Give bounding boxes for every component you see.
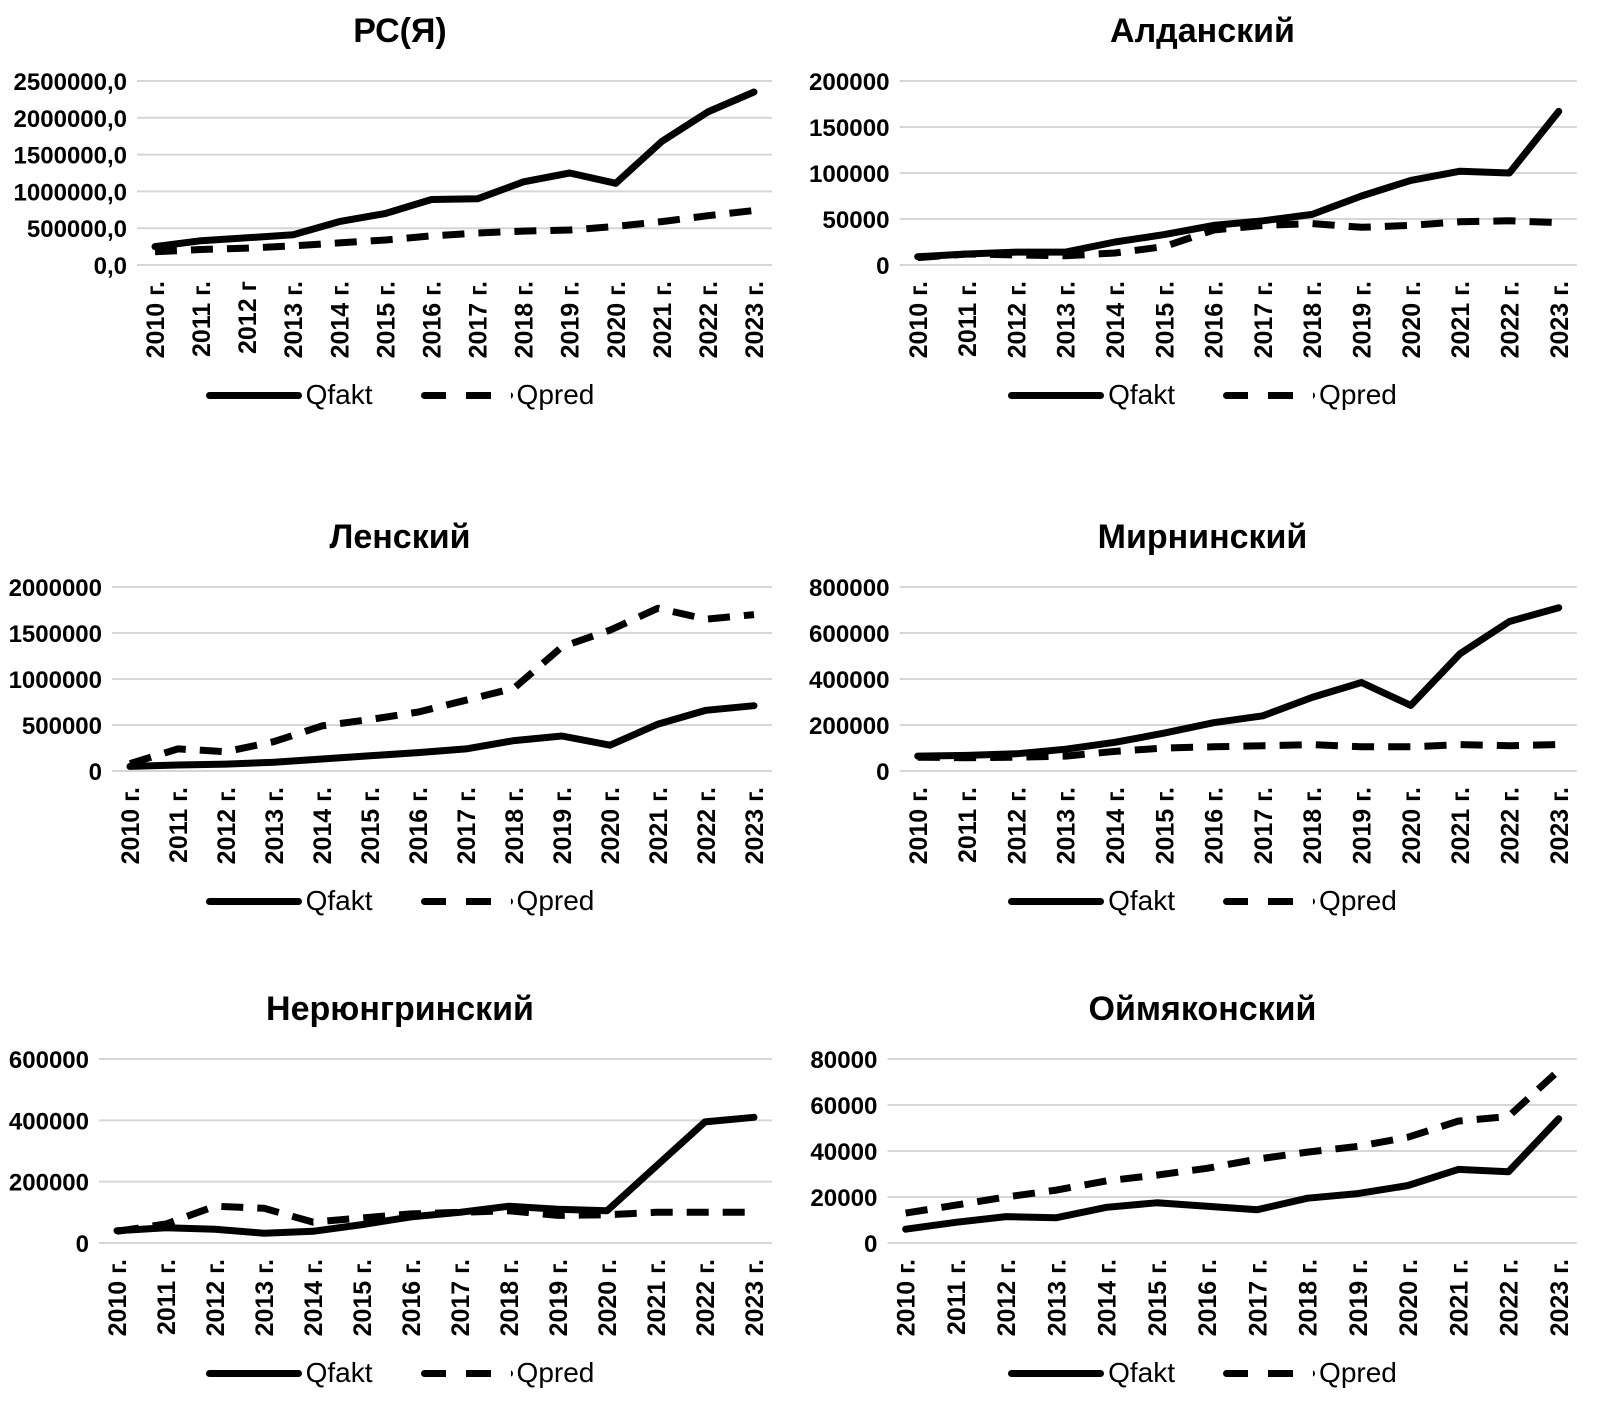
x-tick-label: 2015 г.: [1143, 1259, 1172, 1337]
y-tick-label: 1500000: [8, 621, 102, 648]
chart-mirninsky: [800, 506, 1605, 966]
x-tick-label: 2017 г.: [453, 787, 481, 865]
qfakt-legend-label: Qfakt: [305, 1357, 373, 1388]
y-axis-labels: [809, 69, 890, 280]
line-plot: [800, 559, 1605, 877]
x-tick-label: 2020 г.: [1394, 1259, 1424, 1337]
x-axis-labels: [104, 1259, 769, 1336]
x-tick-label: 2022 г.: [692, 1259, 720, 1337]
y-axis-labels: [14, 69, 127, 280]
x-tick-label: 2019 г.: [549, 787, 577, 865]
x-tick-label: 2019 г.: [556, 281, 585, 359]
qfakt-legend-label: Qfakt: [1108, 1357, 1176, 1388]
x-tick-label: 2021 г.: [648, 281, 677, 359]
x-tick-label: 2023 г.: [741, 1259, 769, 1337]
chart-title: Нерюнгринский: [266, 990, 534, 1028]
y-tick-label: 500000,0: [26, 216, 127, 244]
y-tick-label: 200000: [809, 69, 890, 96]
x-tick-label: 2016 г.: [405, 787, 433, 865]
x-tick-label: 2016 г.: [1194, 1259, 1223, 1337]
chart-row-2: [0, 506, 1605, 966]
legend-item-qpred: [1223, 379, 1397, 411]
x-tick-label: 2022 г.: [1496, 787, 1525, 865]
x-tick-label: 2019 г.: [1348, 281, 1377, 359]
x-tick-label: 2014 г.: [1093, 1259, 1122, 1337]
chart-title: РС(Я): [353, 12, 447, 50]
x-tick-label: 2020 г.: [602, 281, 631, 359]
x-tick-label: 2023 г.: [1545, 281, 1574, 359]
y-tick-label: 80000: [810, 1047, 878, 1074]
x-tick-label: 2023 г.: [741, 281, 769, 359]
qpred-legend-label: Qpred: [516, 885, 595, 916]
line-plot: [0, 53, 800, 371]
x-tick-label: 2021 г.: [1447, 787, 1476, 865]
y-axis-labels: [810, 1047, 877, 1258]
x-axis-labels: [905, 787, 1574, 864]
y-tick-label: 200000: [8, 1169, 89, 1197]
legend-item-qpred: [1223, 1357, 1397, 1389]
x-tick-label: 2021 г.: [643, 1259, 671, 1337]
x-tick-label: 2018 г.: [1294, 1259, 1323, 1337]
x-tick-label: 2019 г.: [545, 1259, 573, 1337]
qfakt-line: [130, 706, 754, 767]
qfakt-solid-line-swatch: [1008, 898, 1104, 905]
x-tick-label: 2021 г.: [1445, 1259, 1474, 1337]
x-tick-label: 2018 г.: [501, 787, 529, 865]
y-tick-label: 400000: [8, 1108, 89, 1136]
x-tick-label: 2014 г.: [309, 787, 337, 865]
y-tick-label: 50000: [822, 207, 890, 234]
x-tick-label: 2017 г.: [1249, 281, 1278, 359]
y-tick-label: 0: [75, 1231, 89, 1258]
legend-item-qfakt: [206, 1357, 373, 1389]
y-tick-label: 600000: [809, 621, 890, 648]
x-tick-label: 2016 г.: [1200, 280, 1229, 359]
x-axis-labels: [905, 281, 1574, 358]
y-tick-label: 0,0: [93, 253, 127, 280]
x-tick-label: 2012 г.: [213, 787, 241, 865]
x-tick-label: 2010 г.: [117, 787, 145, 865]
legend-item-qfakt: [1008, 379, 1175, 411]
x-tick-label: 2018 г.: [1299, 281, 1328, 359]
x-tick-label: 2013 г.: [251, 1259, 279, 1337]
y-tick-label: 600000: [8, 1047, 89, 1074]
x-tick-label: 2023 г.: [1545, 787, 1574, 865]
qpred-line: [155, 211, 754, 252]
x-axis-labels: [142, 281, 769, 358]
qfakt-legend-label: Qfakt: [305, 885, 373, 916]
y-tick-label: 400000: [809, 667, 890, 694]
x-tick-label: 2015 г.: [1151, 787, 1180, 865]
chart-legend: [0, 885, 800, 917]
x-tick-label: 2020 г.: [597, 787, 625, 865]
x-tick-label: 2022 г.: [694, 281, 723, 359]
x-tick-label: 2016 г.: [418, 281, 447, 359]
x-tick-label: 2012 г.: [993, 1259, 1022, 1337]
chart-legend: [0, 379, 800, 411]
x-tick-label: 2016 г.: [398, 1259, 426, 1337]
chart-legend: [800, 379, 1605, 411]
x-tick-label: 2013 г.: [1052, 281, 1081, 359]
x-tick-label: 2011 г.: [165, 787, 193, 864]
x-axis-labels: [117, 787, 769, 864]
line-plot: [0, 1031, 800, 1349]
chart-lensky: [0, 506, 800, 966]
x-tick-label: 2011 г.: [942, 1259, 971, 1335]
y-tick-label: 60000: [810, 1093, 878, 1120]
chart-row-3: [0, 978, 1605, 1424]
qpred-legend-label: Qpred: [1319, 885, 1397, 916]
chart-neryungrinsky: [0, 978, 800, 1424]
x-tick-label: 2017 г.: [1249, 787, 1278, 865]
x-tick-label: 2013 г.: [261, 787, 289, 865]
x-tick-label: 2010 г.: [892, 1259, 921, 1337]
x-tick-label: 2010 г.: [104, 1259, 132, 1337]
x-tick-label: 2018 г.: [496, 1259, 524, 1337]
x-tick-label: 2010 г.: [142, 281, 170, 359]
x-tick-label: 2023 г.: [1545, 1259, 1574, 1337]
y-tick-label: 0: [864, 1231, 878, 1258]
x-tick-label: 2018 г.: [1299, 787, 1328, 865]
x-tick-label: 2018 г.: [510, 281, 539, 359]
x-tick-label: 2012 г.: [202, 1259, 230, 1337]
y-tick-label: 2000000,0: [13, 105, 127, 133]
qpred-dashed-line-swatch: [421, 898, 513, 905]
x-tick-label: 2019 г.: [1344, 1259, 1373, 1337]
legend-item-qpred: [421, 379, 595, 411]
y-tick-label: 100000: [809, 161, 890, 188]
y-tick-label: 2500000,0: [13, 69, 127, 96]
x-tick-label: 2011 г.: [954, 281, 983, 357]
x-tick-label: 2012 г: [234, 281, 263, 354]
x-tick-label: 2015 г.: [372, 281, 401, 359]
qfakt-line: [906, 1119, 1559, 1229]
x-tick-label: 2011 г.: [954, 787, 983, 863]
qfakt-legend-label: Qfakt: [305, 379, 373, 410]
chart-legend: [800, 1357, 1605, 1389]
line-plot: [0, 559, 800, 877]
y-tick-label: 200000: [809, 713, 890, 740]
x-tick-label: 2023 г.: [741, 787, 769, 865]
y-tick-label: 0: [876, 759, 890, 786]
x-tick-label: 2014 г.: [1101, 281, 1131, 359]
qpred-line: [906, 1071, 1559, 1214]
y-axis-labels: [809, 575, 890, 786]
chart-aldansky: [800, 0, 1605, 460]
x-tick-label: 2010 г.: [904, 787, 933, 865]
y-tick-label: 500000: [21, 713, 102, 740]
y-tick-label: 2000000: [8, 575, 102, 602]
x-tick-label: 2013 г.: [1043, 1259, 1072, 1337]
y-tick-label: 800000: [809, 575, 890, 602]
x-tick-label: 2017 г.: [464, 281, 493, 359]
qpred-dashed-line-swatch: [421, 1370, 513, 1377]
y-axis-labels: [9, 575, 102, 786]
x-tick-label: 2022 г.: [693, 787, 721, 865]
qpred-legend-label: Qpred: [516, 379, 595, 410]
y-tick-label: 1000000: [8, 667, 102, 694]
line-plot: [800, 53, 1605, 371]
chart-rsya: [0, 0, 800, 460]
qpred-line: [130, 608, 754, 763]
x-tick-label: 2011 г.: [188, 281, 217, 358]
x-tick-label: 2017 г.: [1244, 1259, 1273, 1337]
qfakt-solid-line-swatch: [1008, 392, 1104, 399]
x-tick-label: 2019 г.: [1348, 787, 1377, 865]
qfakt-solid-line-swatch: [206, 1370, 302, 1377]
qfakt-solid-line-swatch: [206, 898, 302, 905]
y-tick-label: 150000: [809, 115, 890, 142]
chart-legend: [800, 885, 1605, 917]
qpred-dashed-line-swatch: [421, 392, 513, 399]
x-tick-label: 2010 г.: [904, 281, 933, 359]
qfakt-solid-line-swatch: [206, 392, 302, 399]
x-tick-label: 2022 г.: [1495, 1259, 1524, 1337]
y-tick-label: 40000: [810, 1139, 878, 1166]
chart-title: Мирнинский: [1097, 518, 1308, 556]
legend-item-qfakt: [1008, 885, 1175, 917]
chart-row-1: [0, 0, 1605, 460]
x-tick-label: 2022 г.: [1496, 281, 1525, 359]
chart-oymyakonsky: [800, 978, 1605, 1424]
line-plot: [800, 1031, 1605, 1349]
legend-item-qpred: [421, 885, 595, 917]
y-tick-label: 0: [88, 759, 102, 786]
x-tick-label: 2016 г.: [1200, 787, 1229, 865]
x-tick-label: 2014 г.: [1101, 787, 1131, 865]
x-tick-label: 2014 г.: [326, 281, 355, 359]
x-tick-label: 2017 г.: [447, 1259, 475, 1337]
chart-title: Оймяконский: [1088, 990, 1317, 1028]
y-tick-label: 1500000,0: [13, 142, 127, 170]
x-tick-label: 2013 г.: [1052, 787, 1081, 865]
qpred-dashed-line-swatch: [1223, 392, 1315, 399]
x-tick-label: 2013 г.: [280, 281, 309, 359]
qpred-dashed-line-swatch: [1223, 1370, 1315, 1377]
chart-legend: [0, 1357, 800, 1389]
qpred-dashed-line-swatch: [1223, 898, 1315, 905]
y-tick-label: 20000: [810, 1185, 878, 1212]
x-tick-label: 2020 г.: [1397, 281, 1426, 359]
qfakt-legend-label: Qfakt: [1108, 379, 1176, 410]
qfakt-line: [918, 111, 1559, 256]
x-tick-label: 2015 г.: [357, 787, 385, 865]
legend-item-qfakt: [206, 379, 373, 411]
chart-title: Ленский: [329, 518, 471, 556]
qfakt-line: [918, 608, 1559, 756]
legend-item-qfakt: [206, 885, 373, 917]
x-tick-label: 2012 г.: [1003, 281, 1032, 359]
x-tick-label: 2021 г.: [645, 787, 673, 865]
y-axis-labels: [9, 1047, 89, 1258]
qpred-legend-label: Qpred: [1319, 379, 1397, 410]
x-tick-label: 2012 г.: [1003, 787, 1032, 865]
x-tick-label: 2021 г.: [1447, 281, 1476, 359]
x-tick-label: 2015 г.: [1151, 281, 1180, 359]
qpred-legend-label: Qpred: [1319, 1357, 1397, 1388]
x-axis-labels: [893, 1259, 1574, 1336]
y-tick-label: 0: [876, 253, 890, 280]
x-tick-label: 2015 г.: [349, 1259, 377, 1337]
legend-item-qpred: [421, 1357, 595, 1389]
y-tick-label: 1000000,0: [13, 179, 127, 207]
chart-title: Алданский: [1110, 12, 1295, 50]
x-tick-label: 2020 г.: [594, 1259, 622, 1337]
legend-item-qpred: [1223, 885, 1397, 917]
x-tick-label: 2020 г.: [1397, 787, 1426, 865]
legend-item-qfakt: [1008, 1357, 1175, 1389]
qfakt-legend-label: Qfakt: [1108, 885, 1176, 916]
qfakt-solid-line-swatch: [1008, 1370, 1104, 1377]
x-tick-label: 2011 г.: [153, 1259, 181, 1336]
qpred-legend-label: Qpred: [516, 1357, 595, 1388]
x-tick-label: 2014 г.: [300, 1259, 328, 1337]
